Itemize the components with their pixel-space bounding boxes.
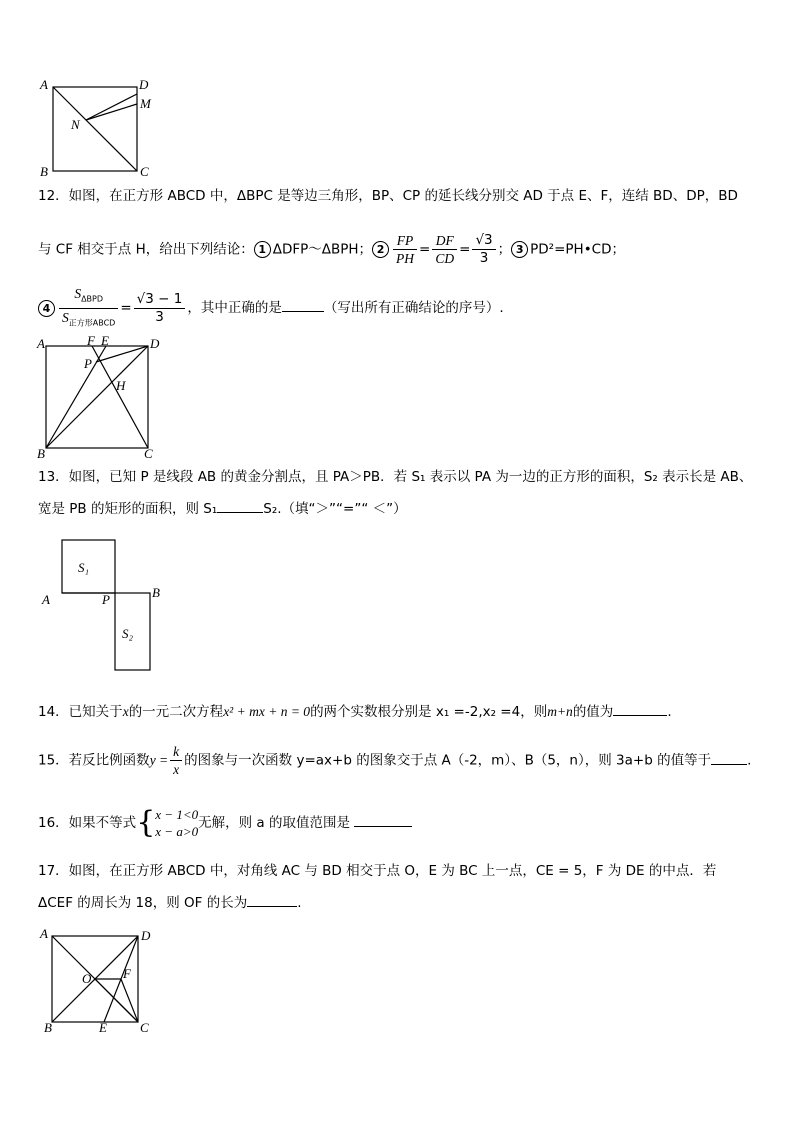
- label-C: C: [140, 1020, 149, 1034]
- label-C: C: [144, 446, 153, 460]
- answer-blank-17[interactable]: [247, 893, 297, 907]
- q15: 15．若反比例函数y = $\frac{k}{x}$ 的图象与一次函数 y=ax+b 的图象交于点 A（-2，m）、B（5，n），则 3a+b 的值等于 .: [38, 744, 752, 777]
- answer-blank-14[interactable]: [613, 702, 667, 716]
- answer-blank-12[interactable]: [282, 298, 324, 312]
- label-F: F: [123, 966, 131, 981]
- label-S1: S₁: [78, 560, 90, 575]
- label-O: O: [82, 971, 92, 986]
- label-B: B: [37, 446, 45, 460]
- label-B: B: [44, 1020, 52, 1034]
- label-E: E: [99, 1020, 107, 1034]
- answer-blank-13[interactable]: [217, 499, 263, 513]
- figure-square-n-m: [34, 76, 164, 180]
- fraction-sqrt3-3: $\frac{√3}{3}$: [472, 232, 495, 267]
- label-E: E: [101, 334, 109, 348]
- answer-blank-16[interactable]: [354, 813, 412, 827]
- label-B: B: [40, 164, 48, 179]
- q17-line2: ΔCEF 的周长为 18，则 OF 的长为 .: [38, 895, 302, 911]
- circled-2: 2: [372, 241, 389, 258]
- q13-line2: 宽是 PB 的矩形的面积，则 S₁ S₂.（填“＞”“=”“ ＜”）: [38, 501, 407, 517]
- q12-line2: 与 CF 相交于点 H，给出下列结论： 1 ΔDFP～ΔBPH； 2 $\frac{FP}{PH}$ = $\frac{DF}{CD}$ = $\frac{√3}{3}$ ； 3 PD²=PH•CD；: [38, 232, 625, 266]
- q12-line3: 4 $\frac{S_{\Delta BPD}}{S_{正方形ABCD}}$ = $\frac{√3 - 1}{3}$ ，其中正确的是 （写出所有正确结论的序号）.: [38, 285, 504, 331]
- label-P: P: [84, 356, 92, 371]
- label-D: D: [141, 928, 151, 943]
- fraction-fp-ph: $\frac{FP}{PH}$: [393, 232, 417, 267]
- q12-c3-text: PD²=PH•CD；: [530, 241, 625, 258]
- label-C: C: [140, 164, 149, 179]
- label-B: B: [152, 585, 160, 600]
- q16: 16．如果不等式{ x − 1<0 x − a>0 无解，则 a 的取值范围是: [38, 806, 412, 840]
- label-F: F: [87, 334, 95, 348]
- label-M: M: [140, 96, 151, 111]
- q12-line1: 12．如图，在正方形 ABCD 中，ΔBPC 是等边三角形，BP、CP 的延长线分别交 AD 于点 E、F，连结 BD、DP，BD: [38, 188, 738, 204]
- q12-line2-pre: 与 CF 相交于点 H，给出下列结论：: [38, 241, 254, 258]
- figure-q12: [34, 334, 164, 460]
- q13-line1: 13．如图，已知 P 是线段 AB 的黄金分割点，且 PA＞PB．若 S₁ 表示以 PA 为一边的正方形的面积，S₂ 表示长是 AB、: [38, 469, 753, 485]
- circled-1: 1: [254, 241, 271, 258]
- circled-4: 4: [38, 300, 55, 317]
- q17-line1: 17．如图，在正方形 ABCD 中，对角线 AC 与 BD 相交于点 O，E 为 BC 上一点，CE = 5，F 为 DE 的中点．若: [38, 863, 717, 879]
- fraction-area-ratio: $\frac{S_{\Delta BPD}}{S_{正方形ABCD}}$: [59, 285, 118, 331]
- figure-q17: [34, 926, 164, 1034]
- circled-3: 3: [511, 241, 528, 258]
- label-A: A: [40, 77, 48, 92]
- label-A: A: [42, 592, 50, 607]
- label-H: H: [116, 378, 126, 393]
- answer-blank-15[interactable]: [711, 751, 747, 765]
- fraction-df-cd: $\frac{DF}{CD}$: [432, 232, 457, 267]
- label-A: A: [37, 336, 45, 351]
- label-S2: S₂: [122, 626, 134, 641]
- figure-q13: [34, 534, 174, 676]
- quadratic-equation: x² + mx + n = 0: [223, 704, 311, 719]
- label-N: N: [71, 117, 80, 132]
- q12-c1-text: ΔDFP～ΔBPH；: [272, 241, 373, 258]
- fraction-sqrt3-minus-1: $\frac{√3 - 1}{3}$: [134, 291, 186, 326]
- inequality-system: x − 1<0 x − a>0: [155, 807, 199, 839]
- label-A: A: [40, 926, 48, 941]
- fraction-k-x: $\frac{k}{x}$: [170, 743, 182, 778]
- label-D: D: [150, 336, 160, 351]
- label-D: D: [139, 77, 149, 92]
- q14: 14．已知关于x的一元二次方程x² + mx + n = 0的两个实数根分别是 x₁ =-2,x₂ =4，则m+n的值为 .: [38, 704, 672, 720]
- label-P: P: [102, 592, 110, 607]
